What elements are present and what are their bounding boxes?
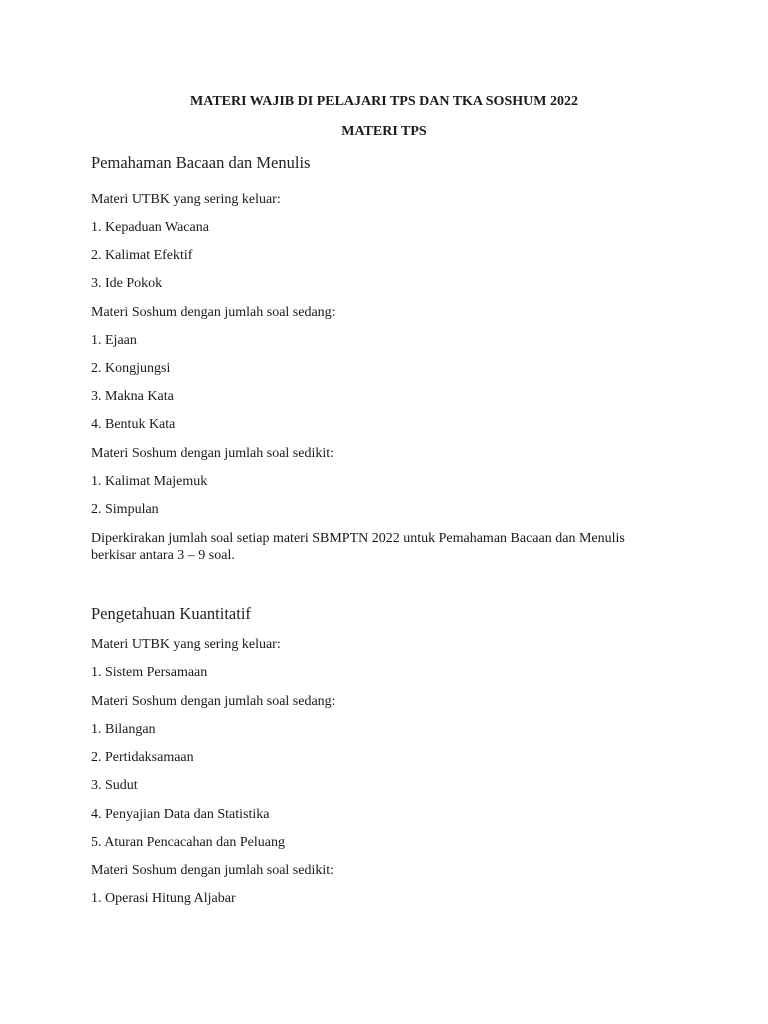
list-item: 2. Simpulan — [91, 502, 159, 517]
list-item: 3. Makna Kata — [91, 389, 174, 404]
section-line: Materi UTBK yang sering keluar: — [91, 637, 281, 652]
section-heading-pemahaman: Pemahaman Bacaan dan Menulis — [91, 153, 311, 172]
section-line: Materi UTBK yang sering keluar: — [91, 192, 281, 207]
section-heading-kuantitatif: Pengetahuan Kuantitatif — [91, 604, 251, 623]
list-item: 4. Bentuk Kata — [91, 417, 176, 432]
section-line: Materi Soshum dengan jumlah soal sedikit: — [91, 863, 335, 878]
list-item: 1. Ejaan — [91, 333, 137, 348]
list-item: 1. Kepaduan Wacana — [91, 220, 209, 235]
list-item: 2. Pertidaksamaan — [91, 750, 194, 765]
list-item: 2. Kalimat Efektif — [91, 248, 193, 263]
section-line: Materi Soshum dengan jumlah soal sedang: — [91, 694, 336, 709]
list-item: 1. Sistem Persamaan — [91, 665, 208, 680]
section-line: Materi Soshum dengan jumlah soal sedikit: — [91, 446, 335, 461]
list-item: 1. Kalimat Majemuk — [91, 474, 208, 489]
list-item: 4. Penyajian Data dan Statistika — [91, 807, 270, 822]
list-item: 1. Operasi Hitung Aljabar — [91, 891, 236, 906]
list-item: 1. Bilangan — [91, 722, 156, 737]
list-item: 2. Kongjungsi — [91, 361, 171, 376]
document-subtitle: MATERI TPS — [341, 124, 427, 139]
list-item: 3. Ide Pokok — [91, 276, 163, 291]
list-item: 5. Aturan Pencacahan dan Peluang — [91, 835, 285, 850]
document-title: MATERI WAJIB DI PELAJARI TPS DAN TKA SOSHUM 2022 — [190, 94, 578, 109]
section-note-line-2: berkisar antara 3 – 9 soal. — [91, 548, 235, 563]
list-item: 3. Sudut — [91, 778, 138, 793]
section-line: Materi Soshum dengan jumlah soal sedang: — [91, 305, 336, 320]
section-note-line-1: Diperkirakan jumlah soal setiap materi SBMPTN 2022 untuk Pemahaman Bacaan dan Menulis — [91, 531, 625, 546]
